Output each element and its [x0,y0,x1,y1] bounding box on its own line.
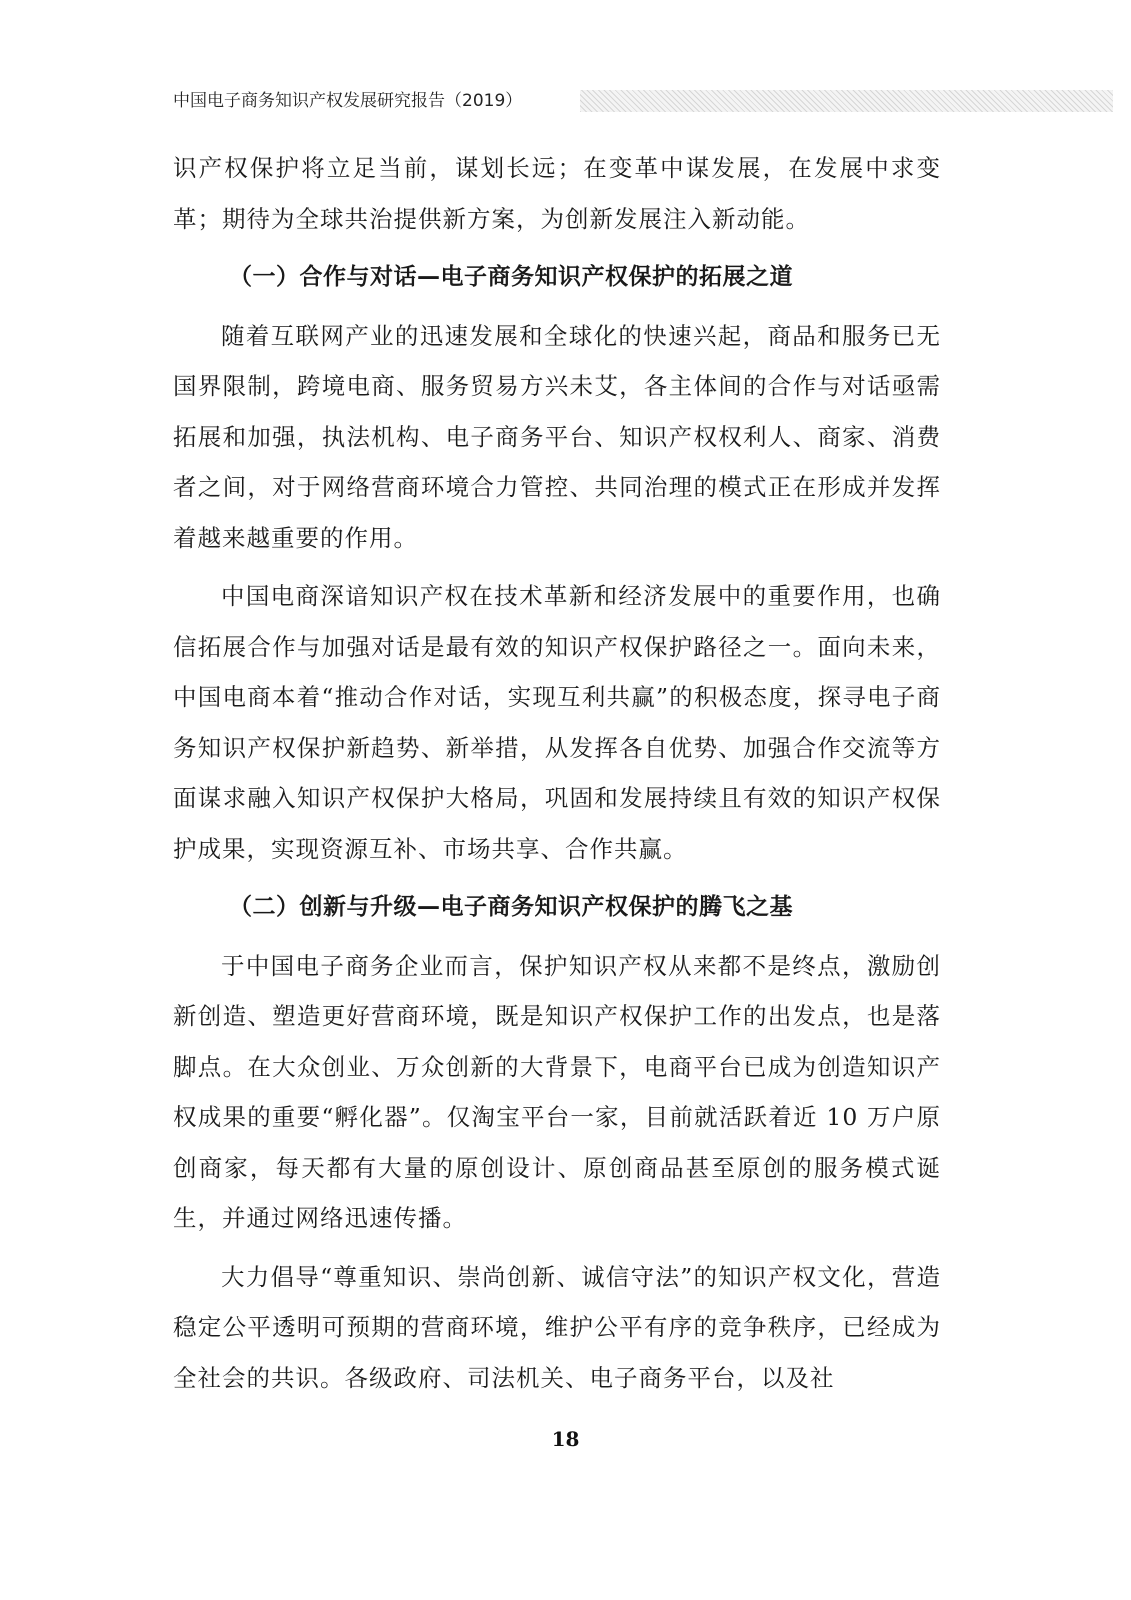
paragraph: 于中国电子商务企业而言，保护知识产权从来都不是终点，激励创新创造、塑造更好营商环境，既是知识产权保护工作的出发点，也是落脚点。在大众创业、万众创新的大背景下，电商平台已成为创造知识产权成果的重要“孵化器”。仅淘宝平台一家，目前就活跃着近 10 万户原创商家，每天都有大量的原创设计、原创商品甚至原创的服务模式诞生，并通过网络迅速传播。 [173,951,941,1232]
running-header [173,88,1113,114]
page-body [173,143,941,1403]
paragraph: 随着互联网产业的迅速发展和全球化的快速兴起，商品和服务已无国界限制，跨境电商、服务贸易方兴未艾，各主体间的合作与对话亟需拓展和加强，执法机构、电子商务平台、知识产权权利人、商家、消费者之间，对于网络营商环境合力管控、共同治理的模式正在形成并发挥着越来越重要的作用。 [173,321,941,552]
paragraph-continued: 识产权保护将立足当前，谋划长远；在变革中谋发展，在发展中求变革；期待为全球共治提供新方案，为创新发展注入新动能。 [173,154,941,233]
header-decorative-band [580,90,1113,112]
page-number: 18 [551,1427,580,1451]
section-heading-innovation: （二）创新与升级—电子商务知识产权保护的腾飞之基 [229,894,793,920]
section-heading-cooperation: （一）合作与对话—电子商务知识产权保护的拓展之道 [229,264,793,290]
paragraph: 大力倡导“尊重知识、崇尚创新、诚信守法”的知识产权文化，营造稳定公平透明可预期的营商环境，维护公平有序的竞争秩序，已经成为全社会的共识。各级政府、司法机关、电子商务平台，以及社 [173,1262,941,1392]
report-title: 中国电子商务知识产权发展研究报告（2019） [173,91,523,111]
paragraph: 中国电商深谙知识产权在技术革新和经济发展中的重要作用，也确信拓展合作与加强对话是最有效的知识产权保护路径之一。面向未来，中国电商本着“推动合作对话，实现互利共赢”的积极态度，探寻电子商务知识产权保护新趋势、新举措，从发挥各自优势、加强合作交流等方面谋求融入知识产权保护大格局，巩固和发展持续且有效的知识产权保护成果，实现资源互补、市场共享、合作共赢。 [173,582,941,863]
